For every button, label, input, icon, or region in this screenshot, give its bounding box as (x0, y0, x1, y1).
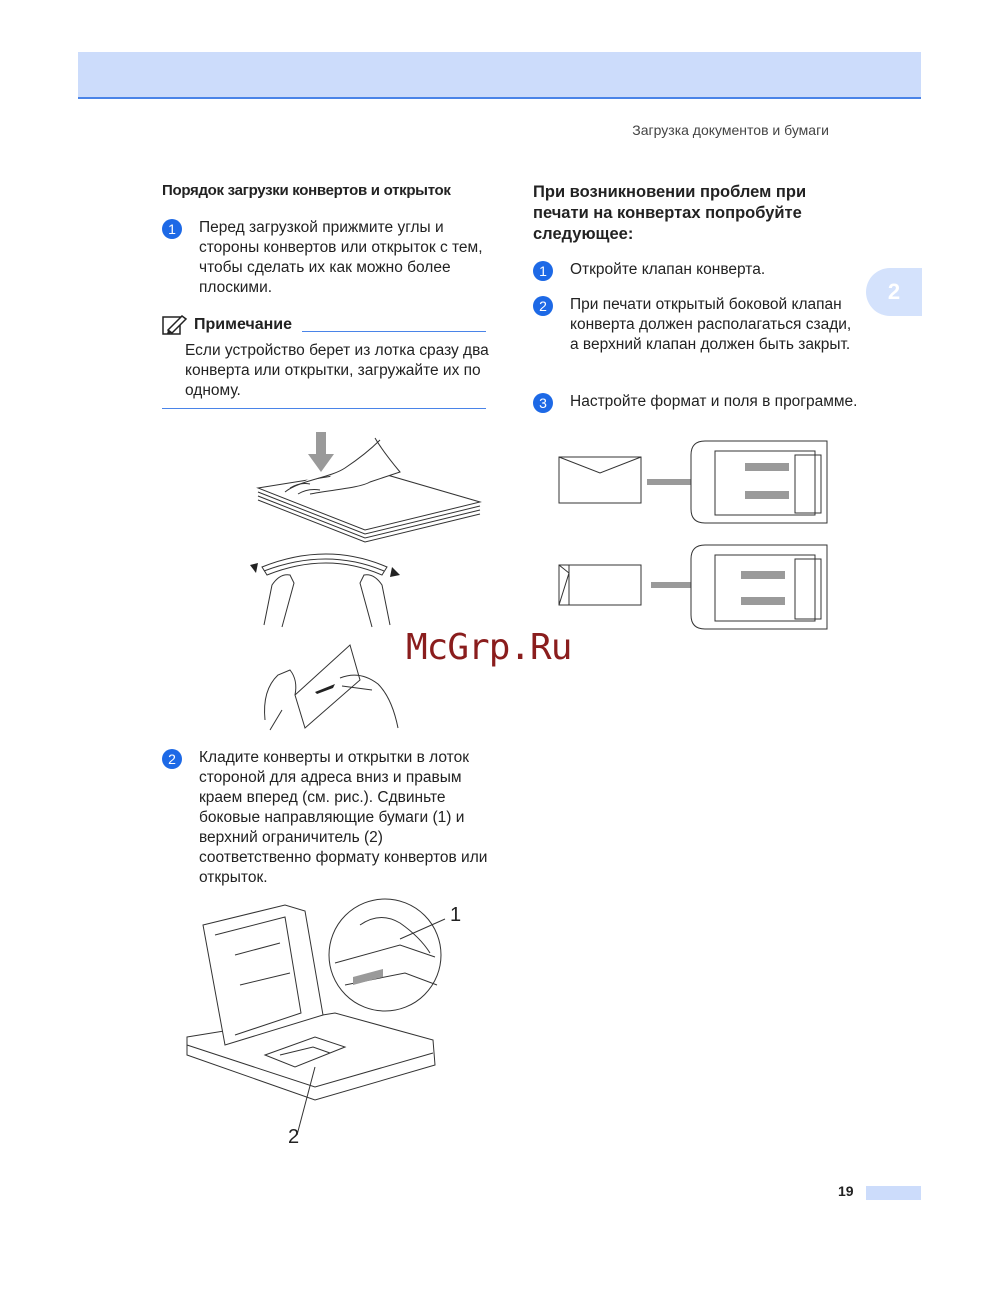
envelope-portrait (559, 565, 641, 605)
step-text: Откройте клапан конверта. (570, 261, 766, 278)
header-band (78, 52, 921, 99)
tray-top-view-2 (691, 545, 827, 629)
step-text: При печати открытый боковой клапан конверта должен располагаться сзади, а верхний клапан должен быть закрыт. (570, 296, 852, 353)
flatten-envelope-illustration (260, 640, 410, 730)
left-step-2 (162, 748, 492, 888)
callout-2: 2 (288, 1126, 300, 1148)
footer-band (866, 1186, 921, 1200)
step-text: Настройте формат и поля в программе. (570, 393, 858, 410)
watermark: McGrp.Ru (406, 627, 572, 668)
note-text: Если устройство берет из лотка сразу два конверта или открытки, загружайте их по одному. (185, 342, 489, 399)
press-envelopes-illustration (250, 430, 490, 540)
right-step-1 (533, 260, 863, 281)
envelope-landscape (559, 457, 641, 503)
left-step-1 (162, 218, 492, 298)
note-rule (302, 331, 486, 332)
step-number-badge: 2 (162, 749, 182, 769)
right-step-3 (533, 392, 863, 413)
note-header (162, 315, 486, 335)
callout-1: 1 (450, 904, 462, 926)
envelope-orientation-illustration (555, 437, 835, 637)
step-number-badge: 2 (533, 296, 553, 316)
step-text: Кладите конверты и открытки в лоток стороной для адреса вниз и правым краем вперед (см. рис.). Сдвиньте боковые направляющие бумаги (1) и верхний ограничитель (2) соответственно формату конвертов или открыток. (199, 749, 488, 886)
page-number: 19 (838, 1183, 854, 1199)
note-divider (162, 408, 486, 409)
note-title: Примечание (194, 316, 293, 333)
right-step-2 (533, 295, 863, 355)
step-number-badge: 1 (162, 219, 182, 239)
note-pencil-icon (162, 314, 188, 336)
chapter-tab: 2 (866, 268, 922, 316)
troubleshoot-heading: При возникновении проблем при печати на конвертах попробуйте следующее: (533, 183, 807, 243)
magnified-guide-circle (329, 899, 441, 1011)
step-number-badge: 3 (533, 393, 553, 413)
running-header: Загрузка документов и бумаги (632, 122, 829, 138)
step-text: Перед загрузкой прижмите углы и стороны конвертов или открыток с тем, чтобы сделать их как можно более плоскими. (199, 219, 483, 296)
paper-tray-illustration (185, 895, 475, 1155)
step-number-badge: 1 (533, 261, 553, 281)
tray-top-view-1 (691, 441, 827, 523)
section-heading: Порядок загрузки конвертов и открыток (162, 182, 451, 199)
bend-envelopes-illustration (242, 545, 412, 630)
